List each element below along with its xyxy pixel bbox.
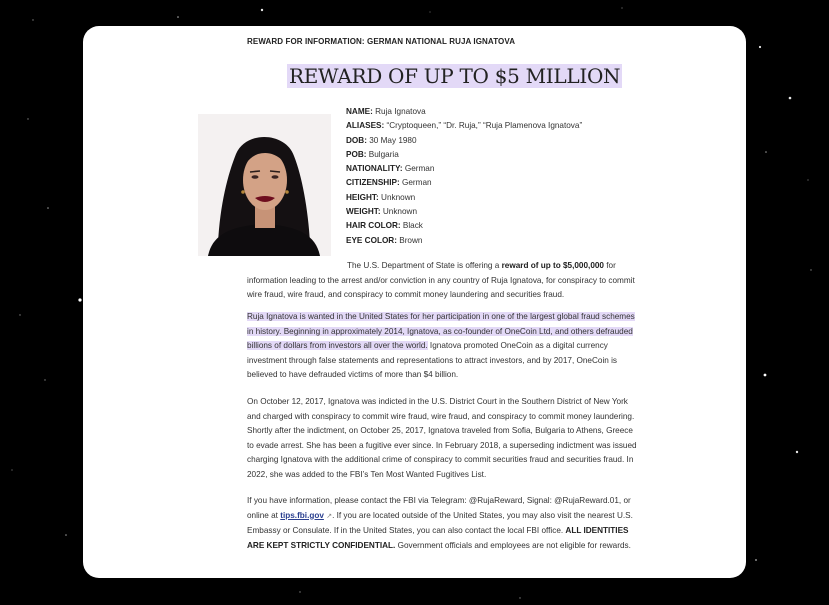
detail-label: NATIONALITY: (346, 164, 403, 174)
detail-value: Brown (399, 235, 423, 245)
paragraph-contact (247, 494, 637, 553)
confidential-text: ALL IDENTITIES ARE KEPT STRICTLY CONFIDENTIAL. (247, 526, 629, 550)
detail-value: Bulgaria (368, 149, 399, 159)
reward-title: REWARD OF UP TO $5 MILLION (289, 64, 621, 88)
detail-label: CITIZENSHIP: (346, 178, 400, 188)
detail-nationality (346, 162, 582, 176)
document-card (83, 26, 746, 578)
highlighted-text: Ruja Ignatova is wanted in the United States for her participation in one of the largest global fraud schemes in history. Beginning in approximately 2014, Ignatova, as co-founder of OneCoin Ltd, and others defrauded billions of dollars from investors all over the world. (247, 312, 635, 350)
tips-fbi-link[interactable]: tips.fbi.gov (280, 510, 324, 520)
detail-height (346, 191, 582, 205)
detail-value: 30 May 1980 (369, 135, 417, 145)
detail-hair-color (346, 219, 582, 233)
detail-label: NAME: (346, 107, 373, 116)
detail-value: Ruja Ignatova (375, 107, 426, 116)
detail-value: Unknown (381, 192, 416, 202)
detail-pob (346, 148, 582, 162)
detail-label: HAIR COLOR: (346, 221, 401, 231)
detail-aliases (346, 119, 582, 133)
paragraph-indictment: On October 12, 2017, Ignatova was indicted in the U.S. District Court in the Southern District of New York and charged with conspiracy to commit wire fraud, wire fraud, and conspiracy to commit money laundering. Shortly after the indictment, on October 25, 2017, Ignatova traveled from Sofia, Bulgaria to Athens, Greece to evade arrest. She has been a fugitive ever since. In February 2018, a superseding indictment was issued charging Ignatova with the additional crime of conspiracy to commit securities fraud and securities fraud. In 2022, she was added to the FBI’s Ten Most Wanted Fugitives List. (247, 397, 637, 479)
detail-value: German (401, 178, 432, 188)
detail-value: “Cryptoqueen,” “Dr. Ruja,” “Ruja Plamenova Ignatova” (386, 121, 583, 131)
detail-citizenship (346, 176, 582, 190)
detail-label: ALIASES: (346, 121, 385, 131)
detail-label: POB: (346, 149, 367, 159)
reward-intro-text: The U.S. Department of State is offering a (347, 261, 502, 270)
reward-details-text: for information leading to the arrest and/or conviction in any country of Ruja Ignatova, for conspiracy to commit wire fraud, wire fraud, and conspiracy to commit money laundering and securities fraud. (247, 261, 635, 299)
detail-dob (346, 134, 582, 148)
contact-text: If you have information, please contact the FBI via Telegram: @RujaReward, Signal: @RujaReward.01, or online at (247, 496, 631, 520)
detail-value: German (404, 164, 435, 174)
detail-label: EYE COLOR: (346, 235, 397, 245)
detail-eye-color (346, 234, 582, 248)
reward-amount-text: reward of up to $5,000,000 (501, 261, 604, 270)
detail-label: WEIGHT: (346, 207, 381, 217)
document-header: REWARD FOR INFORMATION: GERMAN NATIONAL RUJA IGNATOVA (247, 37, 516, 46)
portrait-photo (198, 114, 331, 256)
contact-embassy-text: . If you are located outside of the United States, you may also visit the nearest U.S. Embassy or Consulate. If in the United States, you can also contact the local FBI office. (247, 510, 633, 535)
detail-name (346, 105, 582, 119)
detail-label: DOB: (346, 135, 367, 145)
paragraph-wanted (247, 310, 637, 383)
detail-weight (346, 205, 582, 219)
onecoin-text: Ignatova promoted OneCoin as a digital currency investment through false statements and representations to attract investors, and by 2017, OneCoin is believed to have defrauded victims of more than $4 billion. (247, 341, 618, 379)
person-details (346, 105, 582, 248)
detail-label: HEIGHT: (346, 192, 379, 202)
paragraph-reward (247, 259, 637, 303)
detail-value: Black (402, 221, 423, 231)
external-link-icon: ↗ (326, 512, 333, 520)
detail-value: Unknown (382, 207, 417, 217)
eligibility-text: Government officials and employees are not eligible for rewards. (395, 540, 631, 550)
